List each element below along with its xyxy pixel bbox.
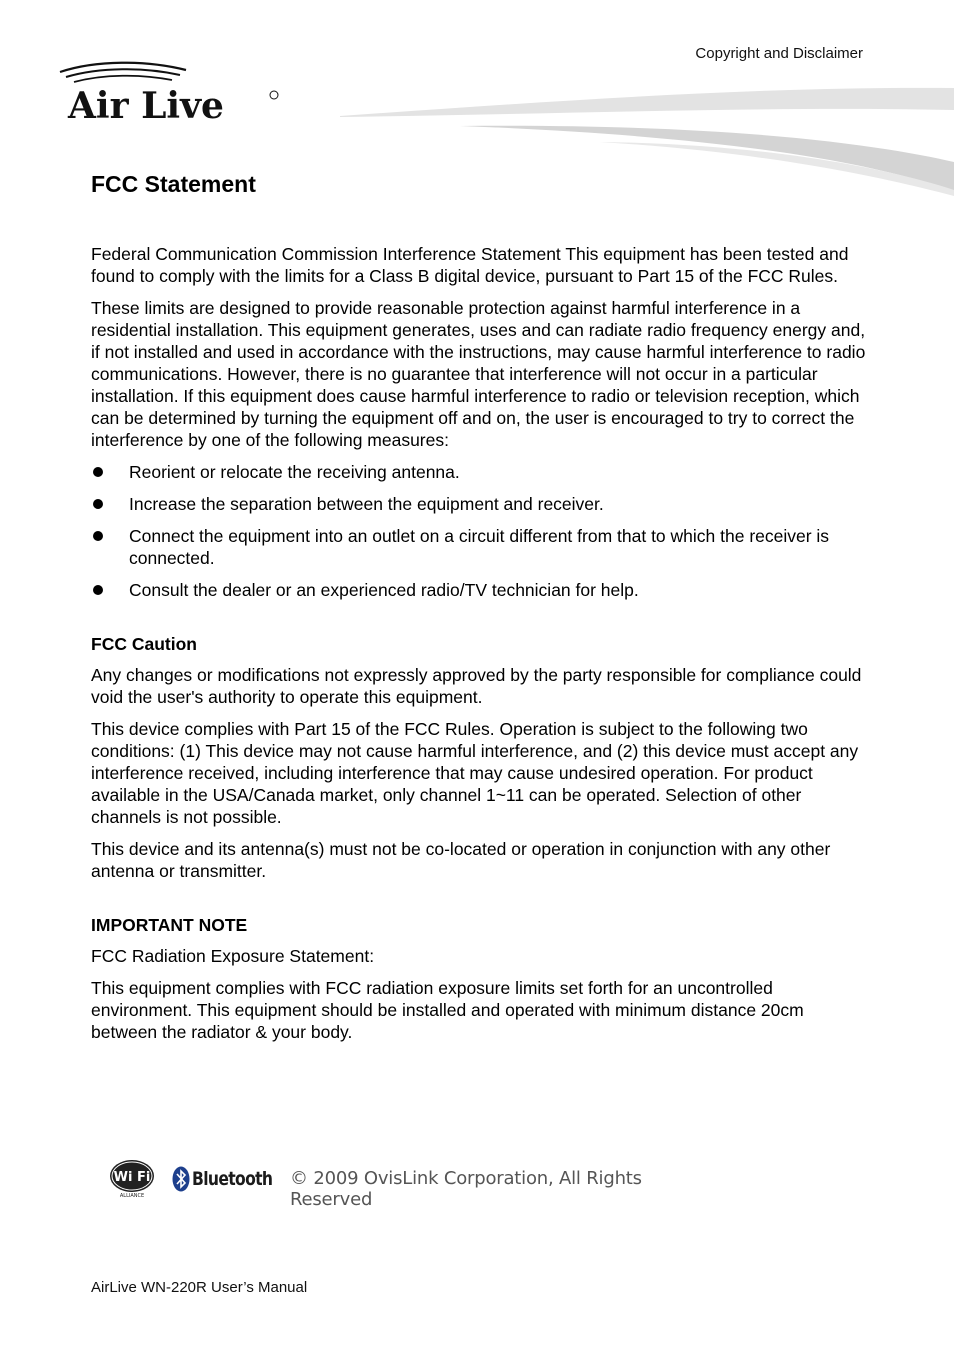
bullet-icon	[93, 585, 103, 595]
page-title: FCC Statement	[91, 171, 256, 197]
bluetooth-text: Bluetooth	[192, 1168, 273, 1190]
important-paragraph: FCC Radiation Exposure Statement:	[91, 946, 375, 966]
bluetooth-icon	[172, 1166, 190, 1192]
bullet-icon	[93, 467, 103, 477]
important-paragraph: This equipment complies with FCC radiation exposure limits set forth for an uncontrolled environment. This equipment should be installed and operated with minimum distance 20cm between the radiator & your body.	[91, 978, 804, 1042]
caution-heading: FCC Caution	[91, 634, 197, 654]
bluetooth-logo	[172, 1164, 290, 1194]
measures-list	[91, 461, 866, 601]
list-item: Consult the dealer or an experienced radio/TV technician for help.	[91, 579, 866, 601]
list-item: Reorient or relocate the receiving antenna.	[91, 461, 866, 483]
bullet-icon	[93, 499, 103, 509]
svg-text:ALLIANCE: ALLIANCE	[119, 1193, 145, 1198]
list-item: Connect the equipment into an outlet on a circuit different from that to which the receiver is connected.	[91, 525, 866, 569]
header-section-title: Copyright and Disclaimer	[695, 45, 863, 62]
svg-text:Wi Fi: Wi Fi	[113, 1170, 151, 1185]
main-content	[91, 168, 866, 1053]
caution-paragraph: Any changes or modifications not expressly approved by the party responsible for compliance could void the user's authority to operate this equipment.	[91, 665, 862, 707]
intro-paragraph: Federal Communication Commission Interference Statement This equipment has been tested and found to comply with the limits for a Class B digital device, pursuant to Part 15 of the FCC Rules.	[91, 244, 849, 286]
logo-text: Air Live	[68, 85, 224, 124]
bullet-icon	[93, 531, 103, 541]
list-item: Increase the separation between the equipment and receiver.	[91, 493, 866, 515]
important-heading: IMPORTANT NOTE	[91, 915, 248, 935]
wifi-alliance-icon	[106, 1158, 158, 1198]
footer-manual-title: AirLive WN-220R User’s Manual	[91, 1279, 308, 1296]
caution-paragraph: This device complies with Part 15 of the FCC Rules. Operation is subject to the following two conditions: (1) This device may not cause harmful interference, and (2) this device must accept any interference received, including interference that may cause undesired operation. For product available in the USA/Canada market, only channel 1~11 can be operated. Selection of other channels is not possible.	[91, 719, 859, 827]
limits-paragraph: These limits are designed to provide reasonable protection against harmful interference in a residential installation. This equipment generates, uses and can radiate radio frequency energy and, if not installed and used in accordance with the instructions, may cause harmful interference to radio communications. However, there is no guarantee that interference will not occur in a particular installation. If this equipment does cause harmful interference to radio or television reception, which can be determined by turning the equipment off and on, the user is encouraged to try to correct the interference by one of the following measures:	[91, 298, 866, 450]
footer-logos	[106, 1158, 726, 1210]
caution-paragraph: This device and its antenna(s) must not be co-located or operation in conjunction with any other antenna or transmitter.	[91, 839, 831, 881]
airlive-logo	[56, 58, 286, 124]
copyright-text: © 2009 OvisLink Corporation, All Rights Reserved	[290, 1168, 642, 1210]
